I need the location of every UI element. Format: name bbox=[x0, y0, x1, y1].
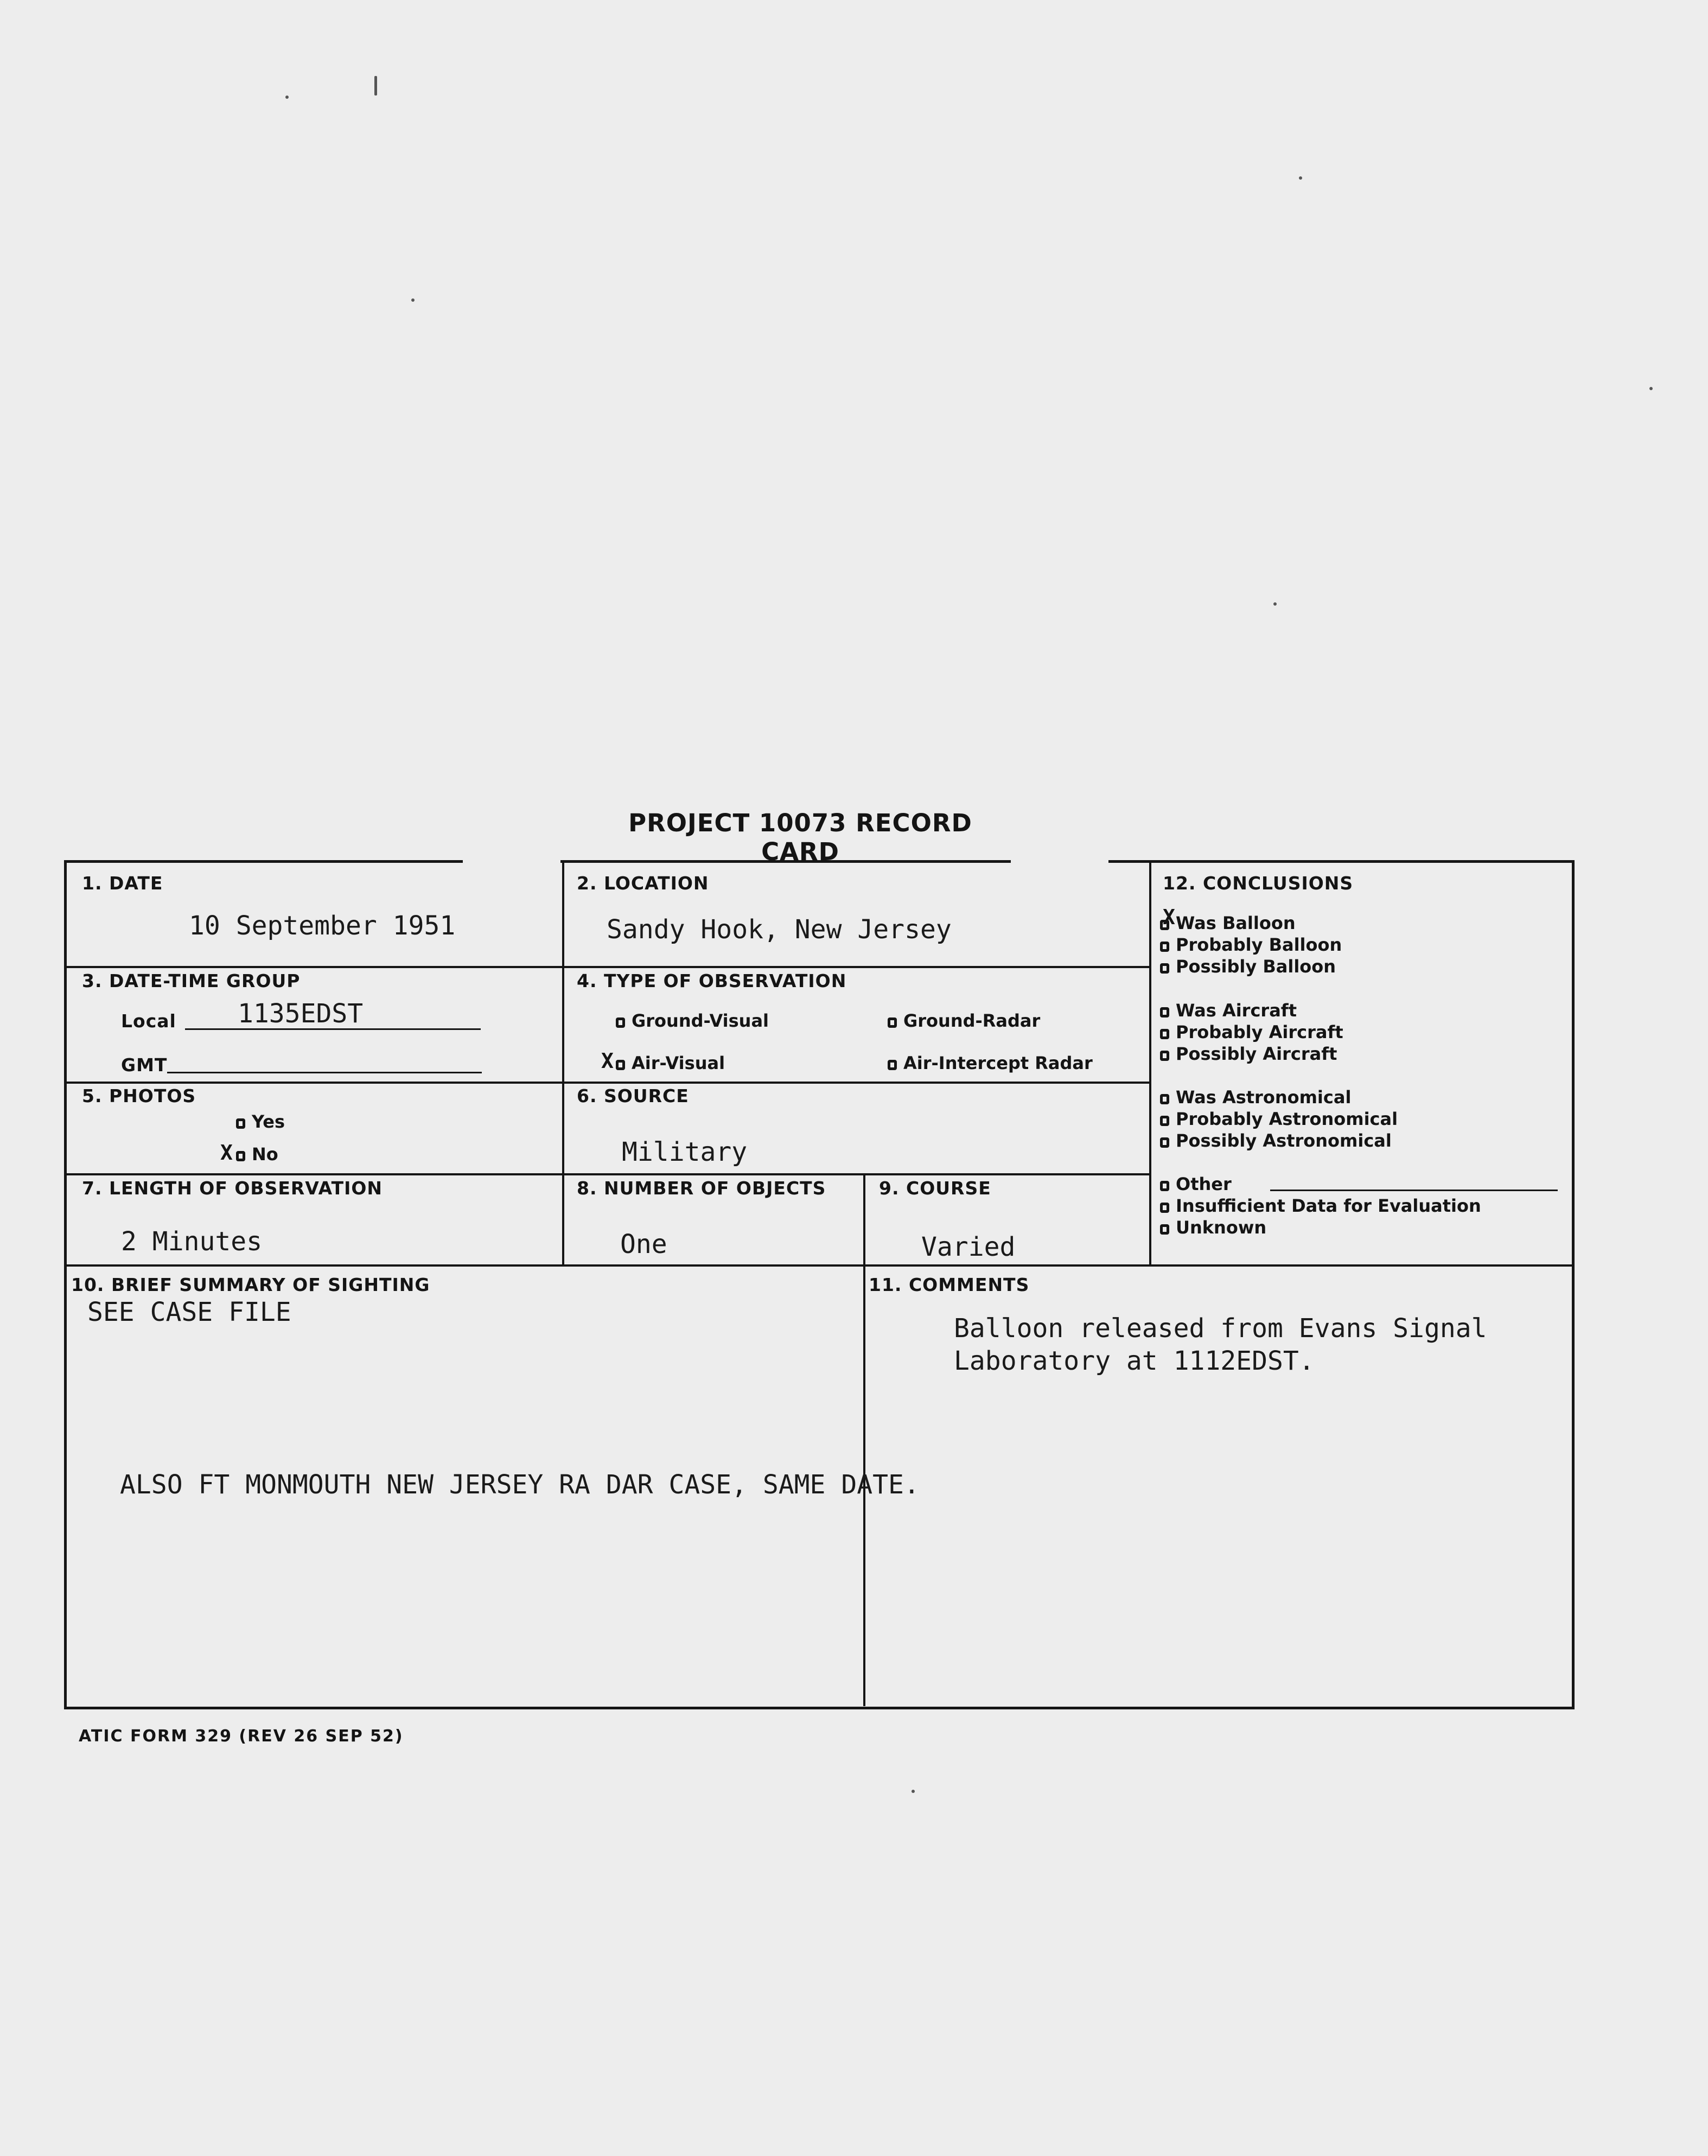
checkbox-icon bbox=[1160, 920, 1169, 930]
conclusion-was-balloon: Was Balloon bbox=[1160, 913, 1296, 933]
type-of-observation-label: 4. TYPE OF OBSERVATION bbox=[577, 970, 847, 991]
course-label: 9. COURSE bbox=[879, 1178, 991, 1199]
scan-speck bbox=[912, 1790, 915, 1793]
brief-summary-label: 10. BRIEF SUMMARY OF SIGHTING bbox=[71, 1274, 430, 1295]
checkbox-icon bbox=[1160, 1007, 1169, 1017]
option-ground-radar: Ground-Radar bbox=[888, 1010, 1040, 1031]
divider bbox=[1149, 863, 1151, 1264]
divider bbox=[67, 966, 1149, 968]
conclusion-was-astronomical: Was Astronomical bbox=[1160, 1087, 1351, 1108]
checkbox-icon bbox=[236, 1151, 245, 1161]
conclusion-possibly-aircraft: Possibly Aircraft bbox=[1160, 1044, 1337, 1064]
divider bbox=[67, 1264, 1575, 1267]
border-gap bbox=[1011, 859, 1108, 864]
date-time-group-label: 3. DATE-TIME GROUP bbox=[82, 970, 301, 991]
checkbox-icon bbox=[1160, 1116, 1169, 1126]
air-visual-mark: X bbox=[601, 1049, 614, 1073]
gmt-underline bbox=[167, 1072, 482, 1073]
length-of-observation-label: 7. LENGTH OF OBSERVATION bbox=[82, 1178, 383, 1199]
conclusion-other: Other bbox=[1160, 1174, 1232, 1194]
conclusion-possibly-astronomical: Possibly Astronomical bbox=[1160, 1130, 1392, 1151]
date-label: 1. DATE bbox=[82, 873, 163, 894]
checkbox-icon bbox=[1160, 963, 1169, 974]
option-photos-yes: Yes bbox=[236, 1111, 285, 1132]
option-ground-visual: Ground-Visual bbox=[616, 1010, 769, 1031]
scan-speck bbox=[1299, 176, 1302, 180]
conclusions-label: 12. CONCLUSIONS bbox=[1163, 873, 1354, 894]
conclusion-insufficient-data: Insufficient Data for Evaluation bbox=[1160, 1195, 1481, 1216]
option-air-visual: Air-Visual bbox=[616, 1053, 725, 1073]
checkbox-icon bbox=[1160, 1137, 1169, 1148]
checkbox-icon bbox=[1160, 1094, 1169, 1104]
conclusion-probably-astronomical: Probably Astronomical bbox=[1160, 1109, 1398, 1129]
source-label: 6. SOURCE bbox=[577, 1085, 689, 1106]
checkbox-icon bbox=[1160, 1224, 1169, 1235]
comments-line1: Balloon released from Evans Signal bbox=[954, 1313, 1487, 1344]
scan-speck bbox=[374, 76, 377, 96]
photos-no-mark: X bbox=[220, 1141, 233, 1165]
conclusion-was-aircraft: Was Aircraft bbox=[1160, 1000, 1297, 1021]
scan-speck bbox=[1649, 387, 1653, 390]
local-value: 1135EDST bbox=[238, 998, 364, 1029]
divider bbox=[863, 1173, 865, 1706]
location-label: 2. LOCATION bbox=[577, 873, 709, 894]
checkbox-icon bbox=[616, 1017, 625, 1028]
conclusion-possibly-balloon: Possibly Balloon bbox=[1160, 956, 1336, 977]
location-value: Sandy Hook, New Jersey bbox=[607, 914, 952, 945]
checkbox-icon bbox=[1160, 1051, 1169, 1061]
comments-line2: Laboratory at 1112EDST. bbox=[954, 1346, 1315, 1376]
checkbox-icon bbox=[1160, 942, 1169, 952]
number-of-objects-value: One bbox=[620, 1229, 667, 1260]
divider bbox=[67, 1173, 1149, 1175]
checkbox-icon bbox=[616, 1060, 625, 1070]
conclusion-probably-balloon: Probably Balloon bbox=[1160, 934, 1342, 955]
checkbox-icon bbox=[1160, 1181, 1169, 1191]
divider bbox=[562, 863, 564, 1266]
scan-speck bbox=[411, 298, 415, 302]
course-value: Varied bbox=[921, 1232, 1016, 1262]
border-gap bbox=[463, 859, 560, 864]
option-photos-no: No bbox=[236, 1144, 278, 1165]
photos-label: 5. PHOTOS bbox=[82, 1085, 196, 1106]
checkbox-icon bbox=[236, 1118, 245, 1129]
brief-summary-line1: SEE CASE FILE bbox=[87, 1297, 291, 1327]
conclusion-probably-aircraft: Probably Aircraft bbox=[1160, 1022, 1343, 1042]
option-air-intercept-radar: Air-Intercept Radar bbox=[888, 1053, 1093, 1073]
divider bbox=[67, 1082, 1149, 1084]
checkbox-icon bbox=[888, 1060, 897, 1070]
scan-speck bbox=[1273, 602, 1277, 606]
length-of-observation-value: 2 Minutes bbox=[121, 1226, 263, 1257]
was-balloon-mark: X bbox=[1163, 905, 1175, 929]
local-label: Local bbox=[121, 1010, 176, 1032]
number-of-objects-label: 8. NUMBER OF OBJECTS bbox=[577, 1178, 826, 1199]
conclusion-unknown: Unknown bbox=[1160, 1217, 1266, 1238]
source-value: Military bbox=[622, 1137, 748, 1167]
comments-label: 11. COMMENTS bbox=[869, 1274, 1030, 1295]
checkbox-icon bbox=[1160, 1029, 1169, 1039]
record-card bbox=[64, 860, 1575, 1709]
checkbox-icon bbox=[888, 1017, 897, 1028]
date-value: 10 September 1951 bbox=[189, 911, 456, 941]
form-id: ATIC FORM 329 (REV 26 SEP 52) bbox=[79, 1727, 404, 1746]
other-underline bbox=[1270, 1190, 1558, 1191]
checkbox-icon bbox=[1160, 1203, 1169, 1213]
scan-speck bbox=[285, 96, 289, 99]
gmt-label: GMT bbox=[121, 1054, 168, 1076]
brief-summary-line2: ALSO FT MONMOUTH NEW JERSEY RA DAR CASE, SAME DATE. bbox=[120, 1470, 920, 1500]
card-title: PROJECT 10073 RECORD CARD bbox=[628, 809, 972, 866]
